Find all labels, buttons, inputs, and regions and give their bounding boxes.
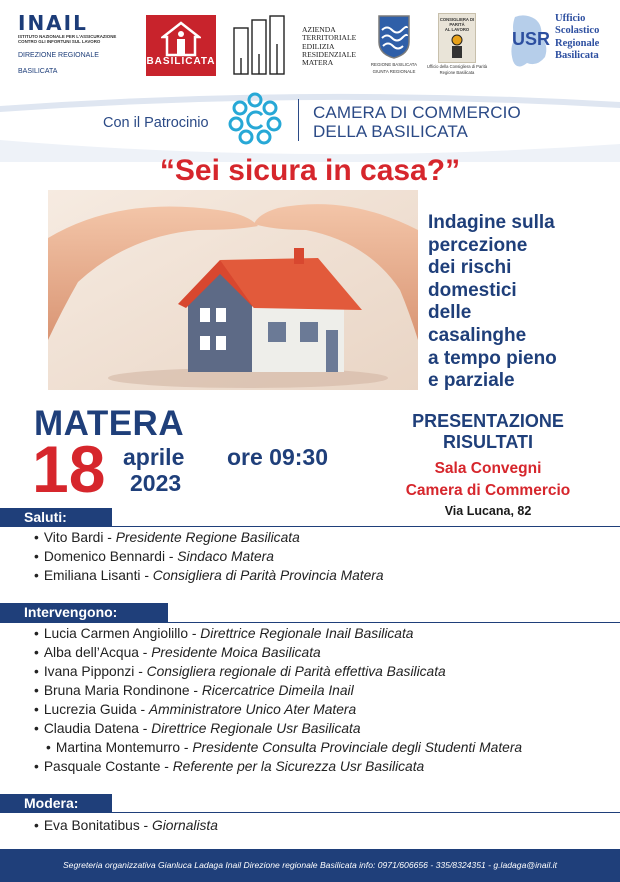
person-role: Direttrice Regionale Usr Basilicata bbox=[151, 721, 361, 736]
separator: - bbox=[138, 645, 152, 660]
person-role: Giornalista bbox=[151, 818, 218, 833]
ater-line-5: MATERA bbox=[302, 58, 334, 68]
presentation-line-1: PRESENTAZIONE bbox=[412, 411, 564, 431]
consigliera-card-line-2: AL LAVORO bbox=[444, 27, 470, 32]
person-name: Ivana Pipponzi bbox=[43, 664, 135, 679]
person-role: Referente per la Sicurezza Usr Basilicata bbox=[172, 759, 425, 774]
survey-line-6: casalinghe bbox=[428, 324, 527, 346]
camera-commercio-line-2: DELLA BASILICATA bbox=[313, 122, 468, 141]
survey-line-5: delle bbox=[428, 302, 472, 324]
person-name: Lucrezia Guida bbox=[43, 702, 137, 717]
inail-brand: INAIL bbox=[18, 11, 88, 35]
usr-name bbox=[555, 13, 599, 62]
ater-line-1: AZIENDA bbox=[302, 25, 336, 34]
inail-fullname-2: CONTRO GLI INFORTUNI SUL LAVORO bbox=[18, 39, 101, 44]
footer-bar bbox=[0, 849, 620, 882]
consigliera-line-1: Ufficio della Consigliera di Parità bbox=[426, 64, 488, 69]
person-name: Bruna Maria Rondinone bbox=[43, 683, 190, 698]
moica-logo bbox=[146, 15, 216, 76]
separator: - bbox=[160, 759, 173, 774]
venue bbox=[368, 458, 608, 502]
consigliera-card-line-1: CONSIGLIERA DI PARITÀ bbox=[439, 17, 475, 27]
separator: - bbox=[188, 626, 201, 641]
regione-line-1: REGIONE BASILICATA bbox=[370, 62, 418, 67]
consigliera-parita-logo bbox=[425, 13, 489, 77]
saluti-list bbox=[34, 528, 614, 585]
ater-logo bbox=[232, 14, 358, 76]
saluti-heading: Saluti: bbox=[0, 508, 112, 527]
hands-house-photo bbox=[48, 190, 418, 390]
person-name: Martina Montemurro bbox=[55, 740, 181, 755]
inail-fullname-1: ISTITUTO NAZIONALE PER L'ASSICURAZIONE bbox=[18, 34, 117, 39]
modera-heading: Modera: bbox=[0, 794, 112, 813]
separator: - bbox=[136, 702, 149, 717]
person-role: Presidente Regione Basilicata bbox=[115, 530, 300, 545]
list-item bbox=[34, 681, 614, 700]
inail-direzione-2: BASILICATA bbox=[18, 68, 58, 75]
usr-basilicata-logo bbox=[507, 11, 613, 75]
inail-logo bbox=[18, 12, 136, 76]
ater-line-3: EDILIZIA bbox=[302, 41, 335, 51]
separator: - bbox=[138, 721, 152, 736]
footer-contact: Segreteria organizzativa Gianluca Ladaga Inail Direzione regionale Basilicata info: 0971/606656 - 335/8324351 - g.ladaga@inail.it bbox=[62, 860, 558, 870]
survey-line-2: percezione bbox=[428, 234, 528, 256]
event-day: 18 bbox=[32, 432, 106, 506]
person-name: Emiliana Lisanti bbox=[43, 568, 141, 583]
worker-figure-icon bbox=[446, 34, 468, 60]
list-item bbox=[34, 662, 614, 681]
modera-list bbox=[34, 816, 614, 835]
list-item bbox=[34, 528, 614, 547]
person-role: Presidente Consulta Provinciale degli Studenti Matera bbox=[192, 740, 523, 755]
usr-mark: USR bbox=[512, 29, 551, 49]
decorative-wave bbox=[0, 88, 620, 162]
separator: - bbox=[189, 683, 202, 698]
separator: - bbox=[134, 664, 147, 679]
event-time: ore 09:30 bbox=[227, 444, 329, 470]
person-name: Vito Bardi bbox=[43, 530, 104, 545]
person-role: Consigliera di Parità Provincia Matera bbox=[152, 568, 384, 583]
list-item bbox=[34, 643, 614, 662]
survey-line-1: Indagine sulla bbox=[428, 212, 555, 233]
consigliera-line-2: Regione Basilicata bbox=[439, 70, 475, 75]
list-item bbox=[34, 547, 614, 566]
regione-basilicata-logo bbox=[369, 14, 419, 76]
ater-name bbox=[302, 26, 356, 67]
presentation-line-2: RISULTATI bbox=[443, 432, 533, 452]
moica-house-icon bbox=[161, 21, 201, 57]
event-slogan: “Sei sicura in casa?” bbox=[159, 154, 461, 187]
person-name: Claudia Datena bbox=[43, 721, 139, 736]
separator: - bbox=[180, 740, 193, 755]
list-item bbox=[46, 738, 614, 757]
ater-building-icon bbox=[232, 14, 298, 76]
usr-italy-icon bbox=[507, 11, 553, 75]
separator: - bbox=[103, 530, 116, 545]
survey-line-7: a tempo pieno bbox=[428, 347, 557, 369]
venue-address: Via Lucana, 82 bbox=[444, 504, 532, 518]
person-role: Amministratore Unico Ater Matera bbox=[148, 702, 357, 717]
person-role: Consigliera regionale di Parità effettiva Basilicata bbox=[146, 664, 446, 679]
house-illustration bbox=[48, 190, 418, 390]
usr-line-3: Regionale bbox=[555, 37, 600, 49]
person-name: Domenico Bennardi bbox=[43, 549, 166, 564]
event-month: aprile bbox=[123, 444, 185, 470]
list-item bbox=[34, 566, 614, 585]
camera-commercio-name bbox=[313, 103, 521, 141]
usr-line-4: Basilicata bbox=[555, 49, 599, 61]
person-role: Ricercatrice Dimeila Inail bbox=[201, 683, 354, 698]
list-item bbox=[34, 719, 614, 738]
moica-name: BASILICATA bbox=[146, 56, 216, 67]
survey-description bbox=[428, 212, 614, 393]
inail-direzione-1: DIREZIONE REGIONALE bbox=[18, 52, 99, 59]
presentation-heading bbox=[368, 411, 608, 453]
camera-commercio-icon bbox=[226, 92, 284, 146]
separator: - bbox=[165, 549, 178, 564]
survey-line-8: e parziale bbox=[428, 370, 515, 392]
person-name: Lucia Carmen Angiolillo bbox=[43, 626, 189, 641]
usr-line-2: Scolastico bbox=[555, 25, 600, 37]
list-item bbox=[34, 757, 614, 776]
regione-shield-icon bbox=[377, 14, 411, 60]
person-name: Alba dell’Acqua bbox=[43, 645, 139, 660]
patrocinio-band bbox=[0, 88, 620, 162]
person-role: Sindaco Matera bbox=[177, 549, 274, 564]
survey-line-4: domestici bbox=[428, 279, 517, 301]
regione-line-2: GIUNTA REGIONALE bbox=[372, 69, 416, 74]
event-year: 2023 bbox=[130, 470, 182, 496]
list-item bbox=[34, 624, 614, 643]
camera-commercio-line-1: CAMERA DI COMMERCIO bbox=[313, 103, 521, 122]
separator: - bbox=[140, 568, 153, 583]
usr-line-1: Ufficio bbox=[555, 13, 586, 24]
venue-line-2: Camera di Commercio bbox=[405, 482, 571, 499]
person-name: Eva Bonitatibus bbox=[43, 818, 140, 833]
event-city: MATERA bbox=[34, 404, 185, 443]
logo-strip bbox=[0, 0, 620, 82]
intervengono-rule bbox=[0, 622, 620, 623]
consigliera-card bbox=[438, 13, 476, 63]
ater-line-4: RESIDENZIALE bbox=[302, 49, 356, 59]
separator: - bbox=[139, 818, 152, 833]
intervengono-list bbox=[34, 624, 614, 776]
person-role: Presidente Moica Basilicata bbox=[151, 645, 321, 660]
patrocinio-divider bbox=[298, 99, 299, 141]
venue-line-1: Sala Convegni bbox=[434, 460, 542, 477]
ater-line-2: TERRITORIALE bbox=[302, 33, 357, 43]
patrocinio-label: Con il Patrocinio bbox=[103, 115, 209, 131]
person-role: Direttrice Regionale Inail Basilicata bbox=[200, 626, 414, 641]
survey-line-3: dei rischi bbox=[428, 257, 512, 279]
list-item bbox=[34, 816, 614, 835]
list-item bbox=[34, 700, 614, 719]
intervengono-heading: Intervengono: bbox=[0, 603, 168, 622]
person-name: Pasquale Costante bbox=[43, 759, 161, 774]
